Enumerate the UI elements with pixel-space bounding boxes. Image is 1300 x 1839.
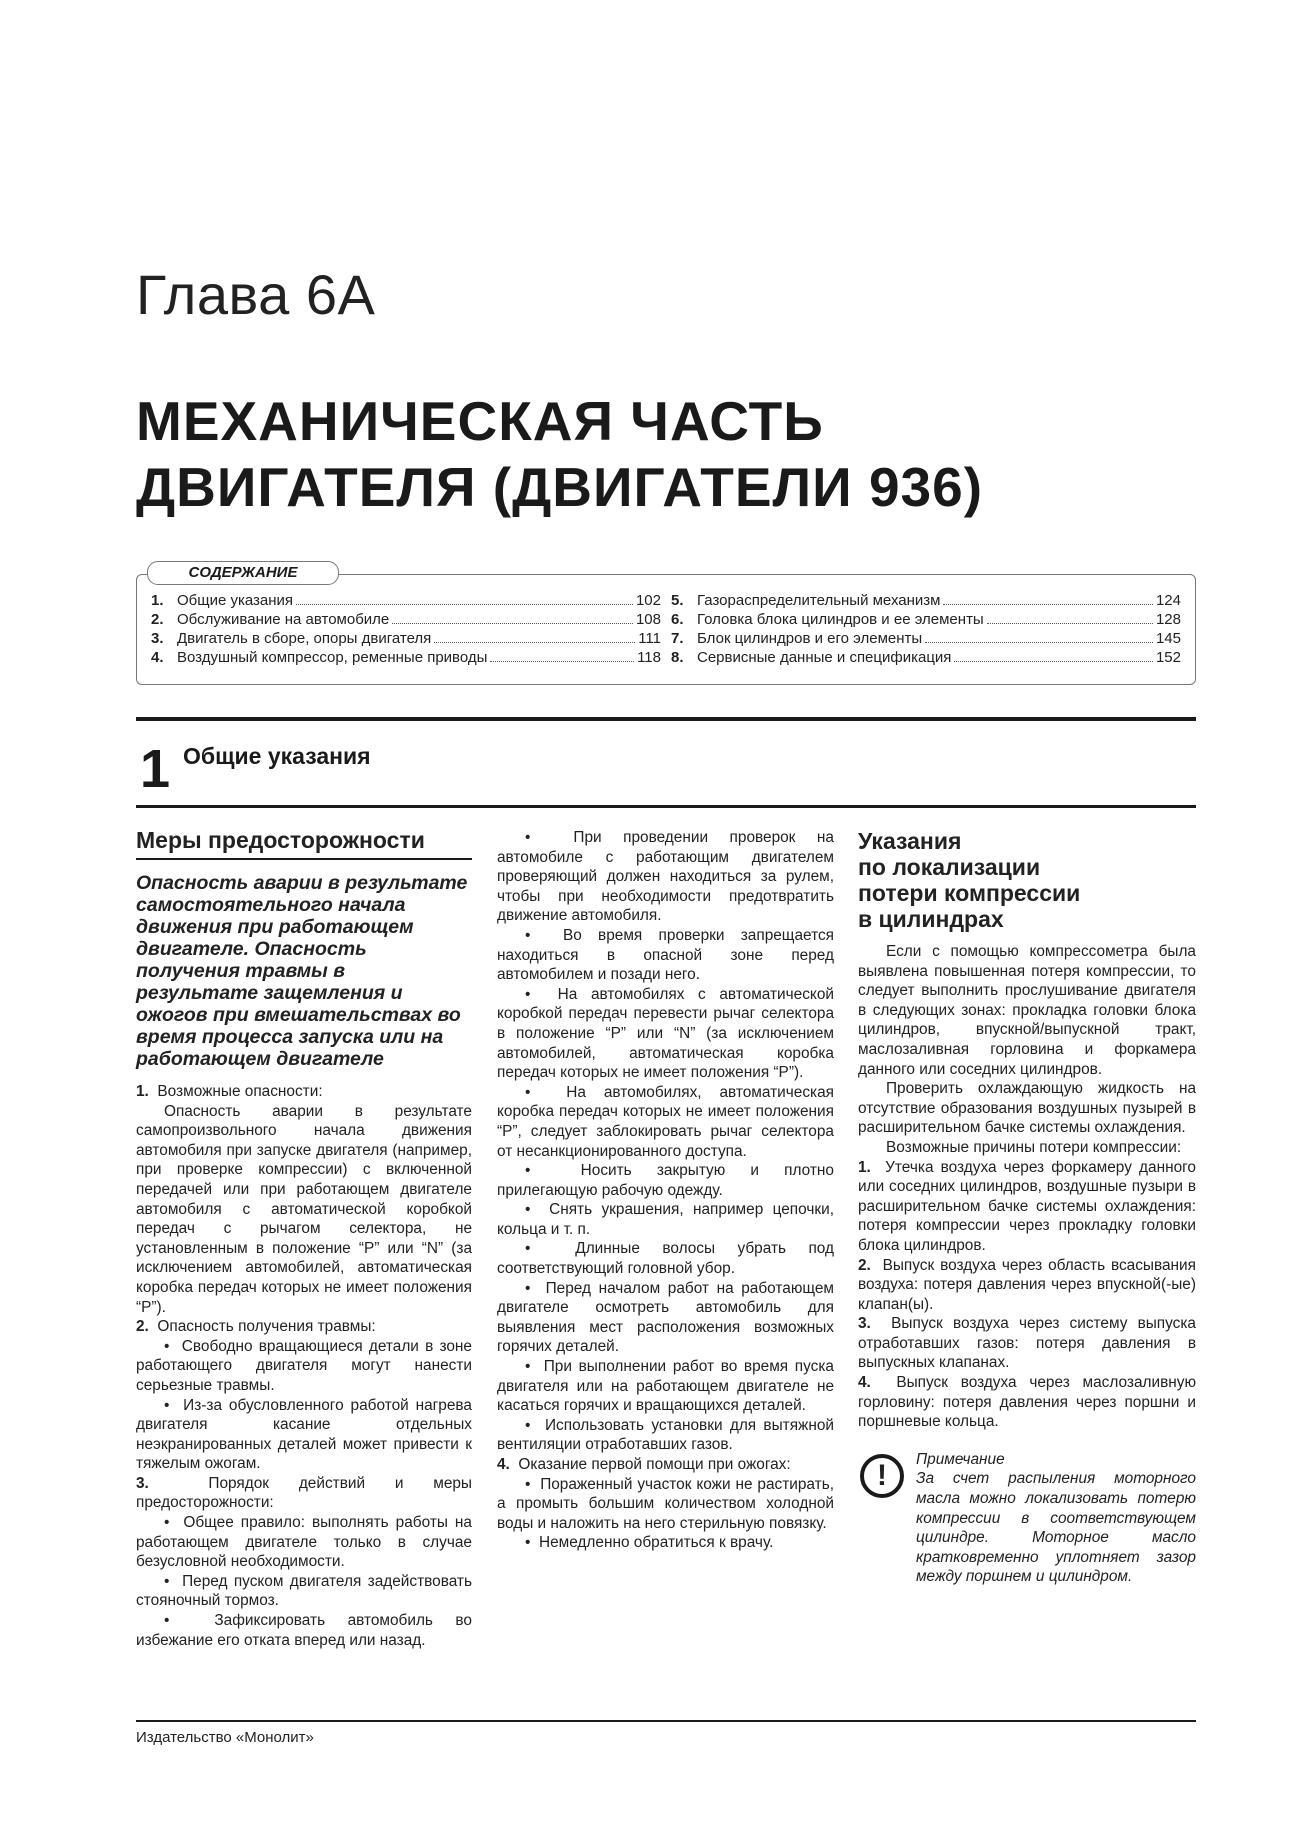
toc-entry-number: 4.: [151, 649, 164, 666]
toc-entry-text: Общие указания: [177, 592, 294, 609]
bullet-item: • Носить закрытую и плотно прилегающую рабочую одежду.: [497, 1161, 834, 1200]
toc-entry-text: Головка блока цилиндров и ее элементы: [697, 611, 984, 628]
item-number: 4.: [497, 1456, 510, 1473]
toc-entry-number: 7.: [671, 630, 684, 647]
numbered-item: [858, 1314, 1196, 1373]
toc-entry-text: Воздушный компрессор, ременные приводы: [177, 649, 488, 666]
item-text: Порядок действий и меры предосторожности:: [136, 1474, 472, 1512]
section-title: Общие указания: [183, 743, 371, 769]
toc-leader-dots: [392, 610, 633, 624]
item-number: 4.: [858, 1374, 871, 1392]
toc-entry-number: 8.: [671, 649, 684, 666]
item-number: 2.: [858, 1256, 871, 1274]
bullet-item: • Во время проверки запрещается находиться в опасной зоне перед автомобилем и позади него.: [497, 926, 834, 985]
title-line-1: МЕХАНИЧЕСКАЯ ЧАСТЬ: [136, 390, 824, 452]
item-number: 2.: [136, 1318, 149, 1336]
bullet-item: • При проведении проверок на автомобиле с работающим двигателем проверяющий должен находиться за рулем, чтобы при необходимости предотвратить движение автомобиля.: [497, 828, 834, 926]
toc-entry: [671, 648, 1181, 667]
chapter-label: Глава 6А: [136, 263, 376, 326]
section-top-rule: [136, 717, 1196, 721]
toc-entry-number: 1.: [151, 592, 164, 609]
numbered-item: [136, 1317, 472, 1337]
numbered-item: [497, 1455, 834, 1475]
toc-leader-dots: [943, 591, 1152, 605]
toc-entry-page: 128: [1155, 611, 1181, 628]
column-1-body: [136, 1082, 472, 1650]
paragraph: Если с помощью компрессометра была выявлена повышенная потеря компрессии, то следует выполнить прослушивание двигателя в следующих зонах: прокладка головки блока цилиндров, впускной/выпускной тракт, маслозаливная горловина и форкамера данного или соседних цилиндров.: [858, 943, 1196, 1078]
bullet-item: • При выполнении работ во время пуска двигателя или на работающем двигателе не касаться горячих и вращающихся деталей.: [497, 1357, 834, 1416]
column-3-body: [858, 942, 1196, 1432]
toc-leader-dots: [925, 629, 1153, 643]
bullet-item: • Снять украшения, например цепочки, кольца и т. п.: [497, 1200, 834, 1239]
toc-right-column: [671, 591, 1181, 667]
paragraph: Опасность аварии в результате самопроизвольного начала движения автомобиля при запуске двигателя (например, при проверке компрессии) с включенной передачей или при работающем двигателе автомобиля с автоматической коробкой передач с рычагом селектора, не установленным в положение “P” или “N” (за исключением автомобилей, автоматическая коробка передач которых не имеет положения “P”).: [136, 1102, 472, 1316]
toc-entry-number: 2.: [151, 611, 164, 628]
toc-entry-text: Сервисные данные и спецификация: [697, 649, 952, 666]
text-column-2: [497, 828, 834, 1553]
toc-entry-text: Обслуживание на автомобиле: [177, 611, 390, 628]
toc-entry-number: 6.: [671, 611, 684, 628]
toc-entry-page: 102: [635, 592, 661, 609]
title-line-2: ДВИГАТЕЛЯ (ДВИГАТЕЛИ 936): [136, 456, 984, 518]
item-text: Оказание первой помощи при ожогах:: [518, 1456, 791, 1473]
bullet-item: • Перед началом работ на работающем двигателе осмотреть автомобиль для выявления мест расположения возможных горячих деталей.: [497, 1279, 834, 1357]
toc-entry: [151, 591, 661, 610]
table-of-contents: [136, 564, 1196, 685]
warning-exclamation-icon: !: [860, 1454, 904, 1498]
bullet-item: • Перед пуском двигателя задействовать стояночный тормоз.: [136, 1572, 472, 1611]
bullet-item: • На автомобилях, автоматическая коробка передач которых не имеет положения “P”, следует заблокировать рычаг селектора от несанкционированного доступа.: [497, 1083, 834, 1161]
toc-leader-dots: [296, 591, 633, 605]
bullet-item: • Свободно вращающиеся детали в зоне работающего двигателя могут нанести серьезные травмы.: [136, 1337, 472, 1396]
toc-left-column: [151, 591, 661, 667]
bullet-item: • Из-за обусловленного работой нагрева двигателя касание отдельных неэкранированных деталей может привести к тяжелым ожогам.: [136, 1396, 472, 1474]
numbered-item: [858, 1256, 1196, 1315]
item-number: 1.: [136, 1083, 149, 1100]
toc-heading: СОДЕРЖАНИЕ: [147, 561, 339, 585]
text-column-3: [858, 828, 1196, 1587]
item-number: 3.: [136, 1474, 149, 1492]
paragraph: Проверить охлаждающую жидкость на отсутствие образования воздушных пузырей в расширительном бачке системы охлаждения.: [858, 1080, 1196, 1137]
toc-entry: [151, 610, 661, 629]
toc-entry: [151, 648, 661, 667]
chapter-title: [136, 388, 1196, 520]
item-text: Опасность получения травмы:: [157, 1318, 376, 1336]
text-column-1: [136, 828, 472, 1650]
item-text: Выпуск воздуха через систему выпуска отработавших газов: потеря давления в выпускных клапанах.: [858, 1315, 1196, 1372]
toc-leader-dots: [434, 629, 635, 643]
bullet-item: • Длинные волосы убрать под соответствующий головной убор.: [497, 1239, 834, 1278]
item-text: Возможные опасности:: [157, 1083, 323, 1100]
toc-leader-dots: [987, 610, 1153, 624]
item-text: Выпуск воздуха через область всасывания воздуха: потеря давления через впускной(-ые) клапан(ы).: [858, 1256, 1196, 1313]
bullet-item: • Пораженный участок кожи не растирать, а промыть большим количеством холодной воды и наложить на него стерильную повязку.: [497, 1475, 834, 1534]
note-box: [858, 1450, 1196, 1587]
publisher-footer: Издательство «Монолит»: [136, 1729, 314, 1746]
note-title: Примечание: [916, 1450, 1005, 1468]
item-text: Выпуск воздуха через маслозаливную горловину: потеря давления через поршни и поршневые кольца.: [858, 1374, 1196, 1431]
compression-heading: Указания по локализации потери компрессии в цилиндрах: [858, 828, 1081, 932]
toc-entry-page: 111: [638, 630, 661, 647]
toc-entry-page: 124: [1155, 592, 1181, 609]
toc-entry-page: 118: [637, 649, 661, 666]
column-2-body: [497, 828, 834, 1553]
toc-entry: [671, 629, 1181, 648]
toc-entry-text: Газораспределительный механизм: [697, 592, 941, 609]
toc-entry-text: Блок цилиндров и его элементы: [697, 630, 923, 647]
numbered-item: [136, 1082, 472, 1102]
bullet-item: • Немедленно обратиться к врачу.: [497, 1533, 834, 1553]
bullet-item: • Использовать установки для вытяжной вентиляции отработавших газов.: [497, 1416, 834, 1455]
precautions-heading: Меры предосторожности: [136, 828, 472, 860]
toc-entry-number: 5.: [671, 592, 684, 609]
toc-entry-number: 3.: [151, 630, 164, 647]
numbered-item: [858, 1158, 1196, 1256]
item-number: 1.: [858, 1158, 871, 1176]
toc-leader-dots: [954, 648, 1153, 662]
item-number: 3.: [858, 1315, 871, 1333]
section-bottom-rule: [136, 805, 1196, 808]
toc-entry: [151, 629, 661, 648]
paragraph: Возможные причины потери компрессии:: [886, 1138, 1182, 1156]
warning-text: Опасность аварии в результате самостоятельного начала движения при работающем двигателе. Опасность получения травмы в результате защемления и ожогов при вмешательствах во время процесса запуска или на работающем двигателе: [136, 872, 468, 1070]
toc-leader-dots: [490, 648, 634, 662]
bullet-item: • Зафиксировать автомобиль во избежание его отката вперед или назад.: [136, 1611, 472, 1650]
footer-rule: [136, 1720, 1196, 1722]
toc-entry: [671, 591, 1181, 610]
note-text: За счет распыления моторного масла можно локализовать потерю компрессии в соответствующем цилиндре. Моторное масло кратковременно уплотняет зазор между поршнем и цилиндром.: [916, 1470, 1196, 1586]
toc-entry-page: 152: [1155, 649, 1181, 666]
bullet-item: • Общее правило: выполнять работы на работающем двигателе только в случае безусловной необходимости.: [136, 1513, 472, 1572]
bullet-item: • На автомобилях с автоматической коробкой передач перевести рычаг селектора в положение “P” или “N” (за исключением автомобилей, автоматическая коробка передач которых не имеет положения “P”).: [497, 985, 834, 1083]
toc-entry-page: 145: [1155, 630, 1181, 647]
numbered-item: [858, 1373, 1196, 1432]
numbered-item: [136, 1474, 472, 1513]
toc-entry-text: Двигатель в сборе, опоры двигателя: [177, 630, 432, 647]
toc-entry: [671, 610, 1181, 629]
toc-entry-page: 108: [635, 611, 661, 628]
item-text: Утечка воздуха через форкамеру данного или соседних цилиндров, воздушные пузыри в расширительном бачке системы охлаждения: потеря компрессии через прокладку головки блока цилиндров.: [858, 1158, 1196, 1254]
section-number: 1: [140, 739, 171, 799]
